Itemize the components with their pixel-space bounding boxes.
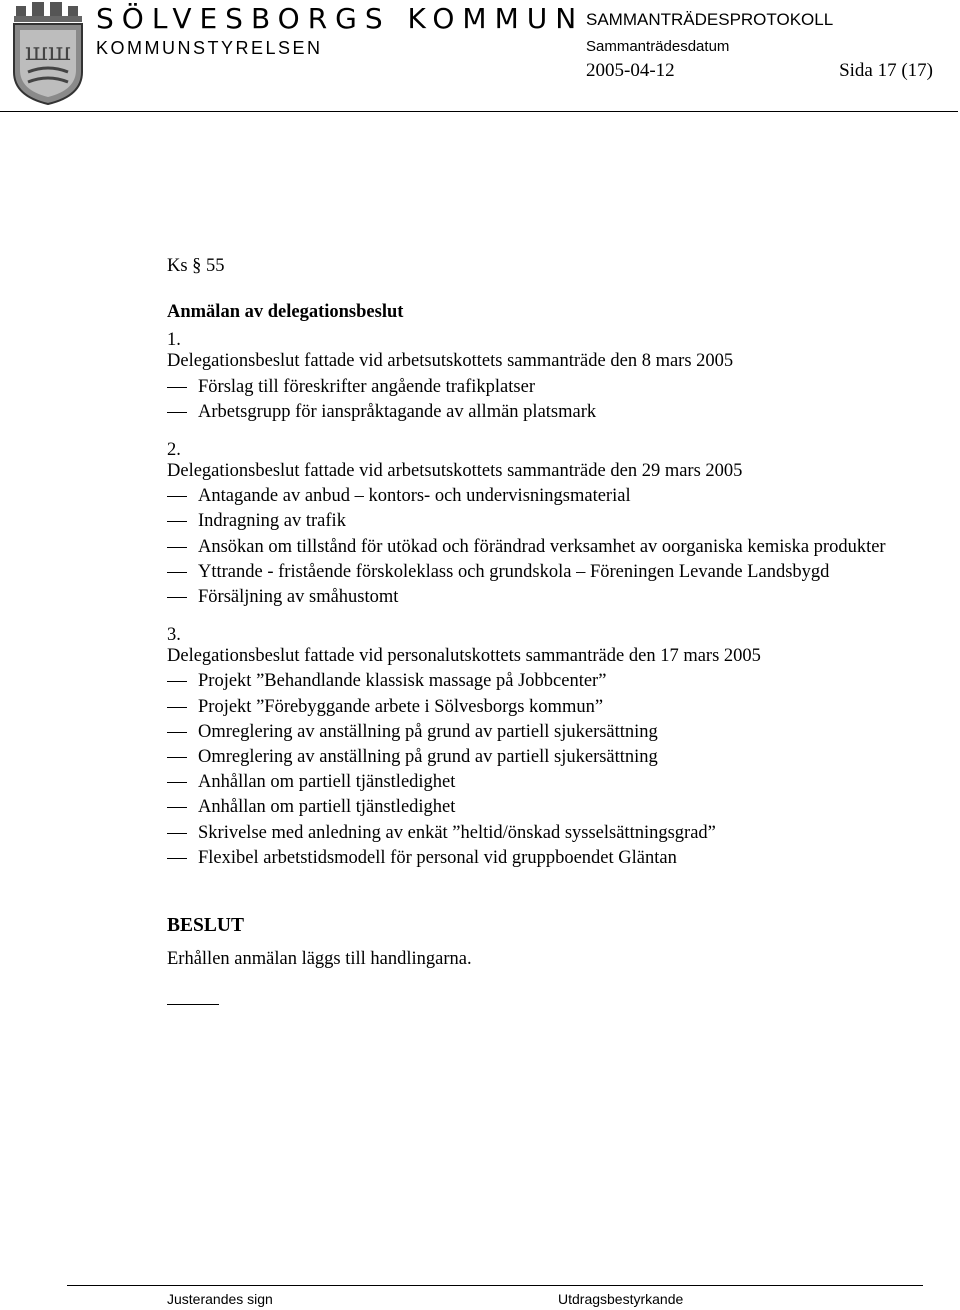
list-item: Omreglering av anställning på grund av partiell sjukersättning [167, 745, 937, 770]
list-item: Ansökan om tillstånd för utökad och förändrad verksamhet av oorganiska kemiska produkter [167, 535, 937, 560]
list-item: Indragning av trafik [167, 509, 937, 534]
svg-text:ꟺꟺ: ꟺꟺ [25, 38, 71, 66]
decision-list [167, 484, 937, 610]
list-item: Anhållan om partiell tjänstledighet [167, 770, 937, 795]
list-item: Försäljning av småhustomt [167, 585, 937, 610]
list-item: Projekt ”Förebyggande arbete i Sölvesborgs kommun” [167, 695, 937, 720]
footer-divider [67, 1285, 923, 1286]
decision-list [167, 375, 937, 425]
section-heading: Anmälan av delegationsbeslut [167, 302, 404, 323]
decision-list [167, 669, 937, 871]
protocol-body [167, 254, 937, 1005]
section-intro: Delegationsbeslut fattade vid arbetsutskottets sammanträde den 29 mars 2005 [167, 461, 743, 482]
section-intro: Delegationsbeslut fattade vid personalutskottets sammanträde den 17 mars 2005 [167, 646, 761, 667]
footer-certification-label: Utdragsbestyrkande [558, 1291, 684, 1307]
footer-signature-label: Justerandes sign [167, 1291, 273, 1307]
case-number: Ks § 55 [167, 256, 225, 276]
list-item: Antagande av anbud – kontors- och undervisningsmaterial [167, 484, 937, 509]
decision-text: Erhållen anmälan läggs till handlingarna. [167, 949, 472, 970]
list-item: Projekt ”Behandlande klassisk massage på Jobbcenter” [167, 669, 937, 694]
section-intro: Delegationsbeslut fattade vid arbetsutskottets sammanträde den 8 mars 2005 [167, 351, 734, 372]
board-name: KOMMUNSTYRELSEN [96, 38, 323, 58]
delegation-section-1 [167, 331, 937, 425]
municipality-crest-icon [8, 2, 92, 106]
list-item: Omreglering av anställning på grund av partiell sjukersättning [167, 720, 937, 745]
page-number: Sida 17 (17) [839, 60, 933, 81]
section-number: 1. [167, 330, 181, 351]
list-item: Förslag till föreskrifter angående trafikplatser [167, 375, 937, 400]
decision-heading: BESLUT [167, 915, 244, 937]
list-item: Anhållan om partiell tjänstledighet [167, 795, 937, 820]
delegation-section-3 [167, 626, 937, 871]
list-item: Skrivelse med anledning av enkät ”heltid/önskad sysselsättningsgrad” [167, 821, 937, 846]
municipality-name: SÖLVESBORGS KOMMUN [96, 2, 585, 35]
list-item: Arbetsgrupp för ianspråktagande av allmän platsmark [167, 400, 937, 425]
meeting-date: 2005-04-12 [586, 60, 675, 81]
section-number: 2. [167, 440, 181, 461]
header-divider [0, 111, 958, 112]
end-divider [167, 1004, 219, 1005]
list-item: Yttrande - fristående förskoleklass och grundskola – Föreningen Levande Landsbygd [167, 560, 937, 585]
delegation-section-2 [167, 441, 937, 610]
list-item: Flexibel arbetstidsmodell för personal vid gruppboendet Gläntan [167, 846, 937, 871]
section-number: 3. [167, 625, 181, 646]
document-type: SAMMANTRÄDESPROTOKOLL [586, 10, 834, 29]
meeting-date-label: Sammanträdesdatum [586, 38, 730, 55]
